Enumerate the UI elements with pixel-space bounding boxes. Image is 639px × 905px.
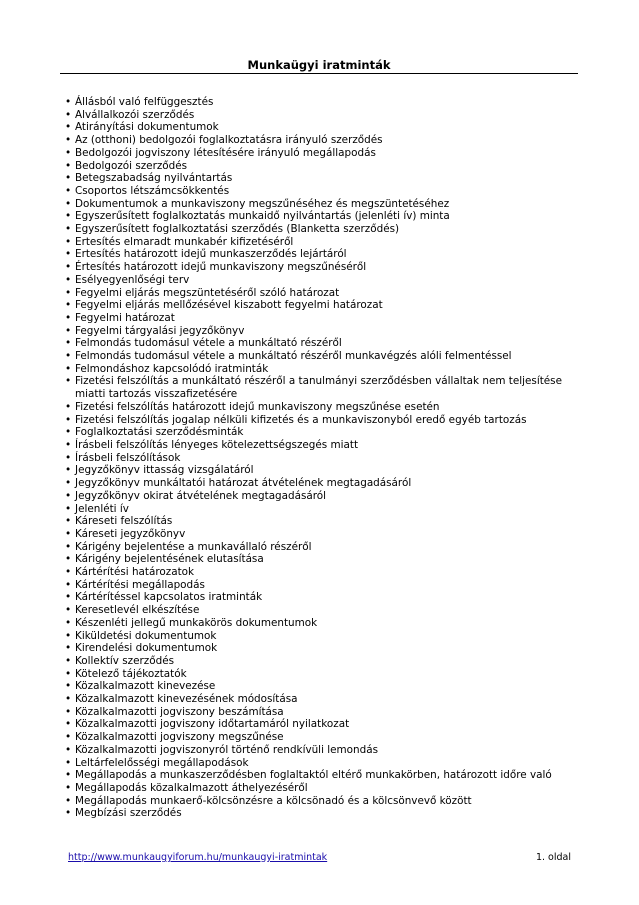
- list-item-label: Leltárfelelősségi megállapodások: [75, 756, 249, 769]
- bullet-icon: •: [65, 502, 72, 515]
- list-item: [65, 668, 580, 681]
- list-item: [65, 591, 580, 604]
- list-item-label: Megállapodás munkaerő-kölcsönzésre a kölcsönadó és a kölcsönvevő között: [75, 794, 472, 807]
- list-item-label: Fegyelmi határozat: [75, 311, 175, 324]
- list-item-label: Jelenléti ív: [75, 502, 129, 515]
- list-item: [65, 503, 580, 516]
- list-item-label: Az (otthoni) bedolgozói foglalkoztatásra irányuló szerződés: [75, 134, 383, 147]
- list-item-label: Egyszerűsített foglalkoztatási szerződés (Blanketta szerződés): [75, 223, 400, 236]
- list-item: [65, 350, 580, 363]
- list-item: [65, 287, 580, 300]
- bullet-icon: •: [65, 273, 72, 286]
- list-item-label: Felmondás tudomásul vétele a munkáltató részéről munkavégzés alóli felmentéssel: [75, 350, 512, 363]
- document-template-list: [65, 96, 580, 820]
- bullet-icon: •: [65, 248, 72, 261]
- list-item: [65, 172, 580, 185]
- list-item-label: Felmondás tudomásul vétele a munkáltató részéről: [75, 337, 342, 350]
- list-item-label: Közalkalmazott kinevezésének módosítása: [75, 693, 298, 706]
- list-item: [65, 655, 580, 668]
- list-item: [65, 121, 580, 134]
- list-item-label: Fizetési felszólítás jogalap nélküli kifizetés és a munkaviszonyból eredő egyéb tartozás: [75, 413, 527, 426]
- list-item: [65, 401, 580, 414]
- list-item-label: Jegyzőkönyv ittasság vizsgálatáról: [75, 464, 254, 477]
- bullet-icon: •: [65, 642, 72, 655]
- bullet-icon: •: [65, 769, 72, 782]
- list-item-label: Bedolgozói jogviszony létesítésére irányuló megállapodás: [75, 146, 376, 159]
- list-item: [65, 236, 580, 249]
- bullet-icon: •: [65, 616, 72, 629]
- list-item-label: Esélyegyenlőségi terv: [75, 273, 190, 286]
- list-item: [65, 617, 580, 630]
- list-item: [65, 744, 580, 757]
- list-item: [65, 414, 580, 427]
- bullet-icon: •: [65, 667, 72, 680]
- list-item-label: Kártérítéssel kapcsolatos iratminták: [75, 591, 263, 604]
- list-item-label: Közalkalmazotti jogviszonyról történő rendkívüli lemondás: [75, 743, 378, 756]
- bullet-icon: •: [65, 223, 72, 236]
- list-item: [65, 337, 580, 350]
- bullet-icon: •: [65, 134, 72, 147]
- bullet-icon: •: [65, 413, 72, 426]
- bullet-icon: •: [65, 464, 72, 477]
- bullet-icon: •: [65, 286, 72, 299]
- list-item: [65, 210, 580, 223]
- list-item: [65, 375, 580, 400]
- list-item-label: Jegyzőkönyv munkáltatói határozat átvételének megtagadásáról: [75, 477, 412, 490]
- list-item: [65, 160, 580, 173]
- list-item: [65, 363, 580, 376]
- list-item-label: Csoportos létszámcsökkentés: [75, 184, 230, 197]
- list-item-label: Megállapodás közalkalmazott áthelyezéséről: [75, 781, 308, 794]
- bullet-icon: •: [65, 184, 72, 197]
- bullet-icon: •: [65, 743, 72, 756]
- list-item-label: Kártérítési megállapodás: [75, 578, 205, 591]
- bullet-icon: •: [65, 794, 72, 807]
- list-item: [65, 147, 580, 160]
- bullet-icon: •: [65, 96, 72, 108]
- bullet-icon: •: [65, 591, 72, 604]
- bullet-icon: •: [65, 146, 72, 159]
- bullet-icon: •: [65, 400, 72, 413]
- list-item: [65, 477, 580, 490]
- list-item-label: Közalkalmazotti jogviszony megszűnése: [75, 731, 284, 744]
- list-item-label: Értesítés határozott idejű munkaviszony megszűnéséről: [75, 261, 367, 274]
- bullet-icon: •: [65, 654, 72, 667]
- bullet-icon: •: [65, 172, 72, 185]
- list-item: [65, 693, 580, 706]
- list-item-label: Fizetési felszólítás a munkáltató részéről a tanulmányi szerződésben vállaltak nem teljesítése miatti tartozás visszafizetésére: [75, 375, 562, 401]
- list-item: [65, 680, 580, 693]
- list-item-label: Állásból való felfüggesztés: [75, 96, 214, 108]
- list-item-label: Bedolgozói szerződés: [75, 159, 188, 172]
- bullet-icon: •: [65, 426, 72, 439]
- list-item-label: Jegyzőkönyv okirat átvételének megtagadásáról: [75, 489, 327, 502]
- list-item: [65, 248, 580, 261]
- list-item-label: Közalkalmazott kinevezése: [75, 680, 216, 693]
- list-item-label: Ertesítés elmaradt munkabér kifizetéséről: [75, 235, 294, 248]
- list-item: [65, 185, 580, 198]
- bullet-icon: •: [65, 324, 72, 337]
- bullet-icon: •: [65, 451, 72, 464]
- list-item-label: Megbízási szerződés: [75, 807, 182, 820]
- bullet-icon: •: [65, 566, 72, 579]
- bullet-icon: •: [65, 540, 72, 553]
- bullet-icon: •: [65, 159, 72, 172]
- page-number: 1. oldal: [535, 852, 571, 863]
- bullet-icon: •: [65, 350, 72, 363]
- list-item-label: Betegszabadság nyilvántartás: [75, 172, 233, 185]
- list-item: [65, 553, 580, 566]
- list-item: [65, 426, 580, 439]
- list-item: [65, 528, 580, 541]
- list-item-label: Fegyelmi eljárás megszüntetéséről szóló határozat: [75, 286, 340, 299]
- bullet-icon: •: [65, 362, 72, 375]
- bullet-icon: •: [65, 210, 72, 223]
- bullet-icon: •: [65, 553, 72, 566]
- bullet-icon: •: [65, 235, 72, 248]
- list-item-label: Fizetési felszólítás határozott idejű munkaviszony megszűnése esetén: [75, 400, 440, 413]
- list-item: [65, 274, 580, 287]
- list-item: [65, 109, 580, 122]
- title-divider: [60, 73, 578, 74]
- list-item-label: Atirányítási dokumentumok: [75, 121, 219, 134]
- list-item-label: Ertesítés határozott idejű munkaszerződés lejártáról: [75, 248, 347, 261]
- bullet-icon: •: [65, 718, 72, 731]
- list-item: [65, 642, 580, 655]
- list-item: [65, 223, 580, 236]
- list-item-label: Kárigény bejelentésének elutasítása: [75, 553, 264, 566]
- bullet-icon: •: [65, 604, 72, 617]
- list-item-label: Megállapodás a munkaszerződésben foglaltaktól eltérő munkakörben, határozott időre való: [75, 769, 552, 782]
- list-item: [65, 541, 580, 554]
- list-item: [65, 807, 580, 820]
- list-item: [65, 134, 580, 147]
- list-item: [65, 566, 580, 579]
- bullet-icon: •: [65, 756, 72, 769]
- bullet-icon: •: [65, 731, 72, 744]
- list-item-label: Közalkalmazotti jogviszony időtartamáról nyilatkozat: [75, 718, 350, 731]
- list-item-label: Kötelező tájékoztatók: [75, 667, 187, 680]
- bullet-icon: •: [65, 680, 72, 693]
- list-item-label: Káreseti felszólítás: [75, 515, 173, 528]
- list-item-label: Írásbeli felszólítás lényeges kötelezettségszegés miatt: [75, 438, 359, 451]
- list-item: [65, 325, 580, 338]
- bullet-icon: •: [65, 197, 72, 210]
- list-item: [65, 261, 580, 274]
- list-item: [65, 439, 580, 452]
- list-item: [65, 706, 580, 719]
- list-item: [65, 490, 580, 503]
- list-item-label: Egyszerűsített foglalkoztatás munkaidő nyilvántartás (jelenléti ív) minta: [75, 210, 450, 223]
- page-title: Munkaügyi iratminták: [247, 58, 391, 72]
- list-item-label: Káreseti jegyzőkönyv: [75, 527, 186, 540]
- bullet-icon: •: [65, 261, 72, 274]
- list-item-label: Kárigény bejelentése a munkavállaló részéről: [75, 540, 312, 553]
- list-item-label: Közalkalmazotti jogviszony beszámítása: [75, 705, 284, 718]
- bullet-icon: •: [65, 781, 72, 794]
- list-item: [65, 604, 580, 617]
- list-item-label: Fegyelmi tárgyalási jegyzőkönyv: [75, 324, 245, 337]
- footer-url-link[interactable]: http://www.munkaugyiforum.hu/munkaugyi-iratmintak: [68, 852, 328, 863]
- list-item-label: Alvállalkozói szerződés: [75, 108, 195, 121]
- bullet-icon: •: [65, 375, 72, 388]
- list-item-label: Írásbeli felszólítások: [75, 451, 181, 464]
- list-item-label: Foglalkoztatási szerződésminták: [75, 426, 244, 439]
- bullet-icon: •: [65, 489, 72, 502]
- list-item-label: Kirendelési dokumentumok: [75, 642, 218, 655]
- list-item-label: Kiküldetési dokumentumok: [75, 629, 217, 642]
- list-item-label: Készenléti jellegű munkakörös dokumentumok: [75, 616, 318, 629]
- bullet-icon: •: [65, 121, 72, 134]
- list-item: [65, 718, 580, 731]
- list-item: [65, 731, 580, 744]
- list-item: [65, 757, 580, 770]
- list-item: [65, 452, 580, 465]
- list-item: [65, 312, 580, 325]
- list-item-label: Keresetlevél elkészítése: [75, 604, 200, 617]
- list-item: [65, 96, 580, 109]
- list-item: [65, 769, 580, 782]
- bullet-icon: •: [65, 299, 72, 312]
- list-item: [65, 782, 580, 795]
- list-item-label: Kollektív szerződés: [75, 654, 174, 667]
- bullet-icon: •: [65, 108, 72, 121]
- list-item: [65, 630, 580, 643]
- bullet-icon: •: [65, 705, 72, 718]
- bullet-icon: •: [65, 578, 72, 591]
- list-item-label: Felmondáshoz kapcsolódó iratminták: [75, 362, 269, 375]
- bullet-icon: •: [65, 807, 72, 820]
- bullet-icon: •: [65, 311, 72, 324]
- bullet-icon: •: [65, 527, 72, 540]
- bullet-icon: •: [65, 515, 72, 528]
- list-item: [65, 515, 580, 528]
- list-item: [65, 579, 580, 592]
- list-item-label: Fegyelmi eljárás mellőzésével kiszabott fegyelmi határozat: [75, 299, 383, 312]
- list-item: [65, 198, 580, 211]
- list-item: [65, 299, 580, 312]
- list-item-label: Dokumentumok a munkaviszony megszűnéséhez és megszüntetéséhez: [75, 197, 450, 210]
- bullet-icon: •: [65, 693, 72, 706]
- list-item: [65, 795, 580, 808]
- bullet-icon: •: [65, 438, 72, 451]
- bullet-icon: •: [65, 629, 72, 642]
- bullet-icon: •: [65, 477, 72, 490]
- bullet-icon: •: [65, 337, 72, 350]
- list-item-label: Kártérítési határozatok: [75, 566, 195, 579]
- list-item: [65, 464, 580, 477]
